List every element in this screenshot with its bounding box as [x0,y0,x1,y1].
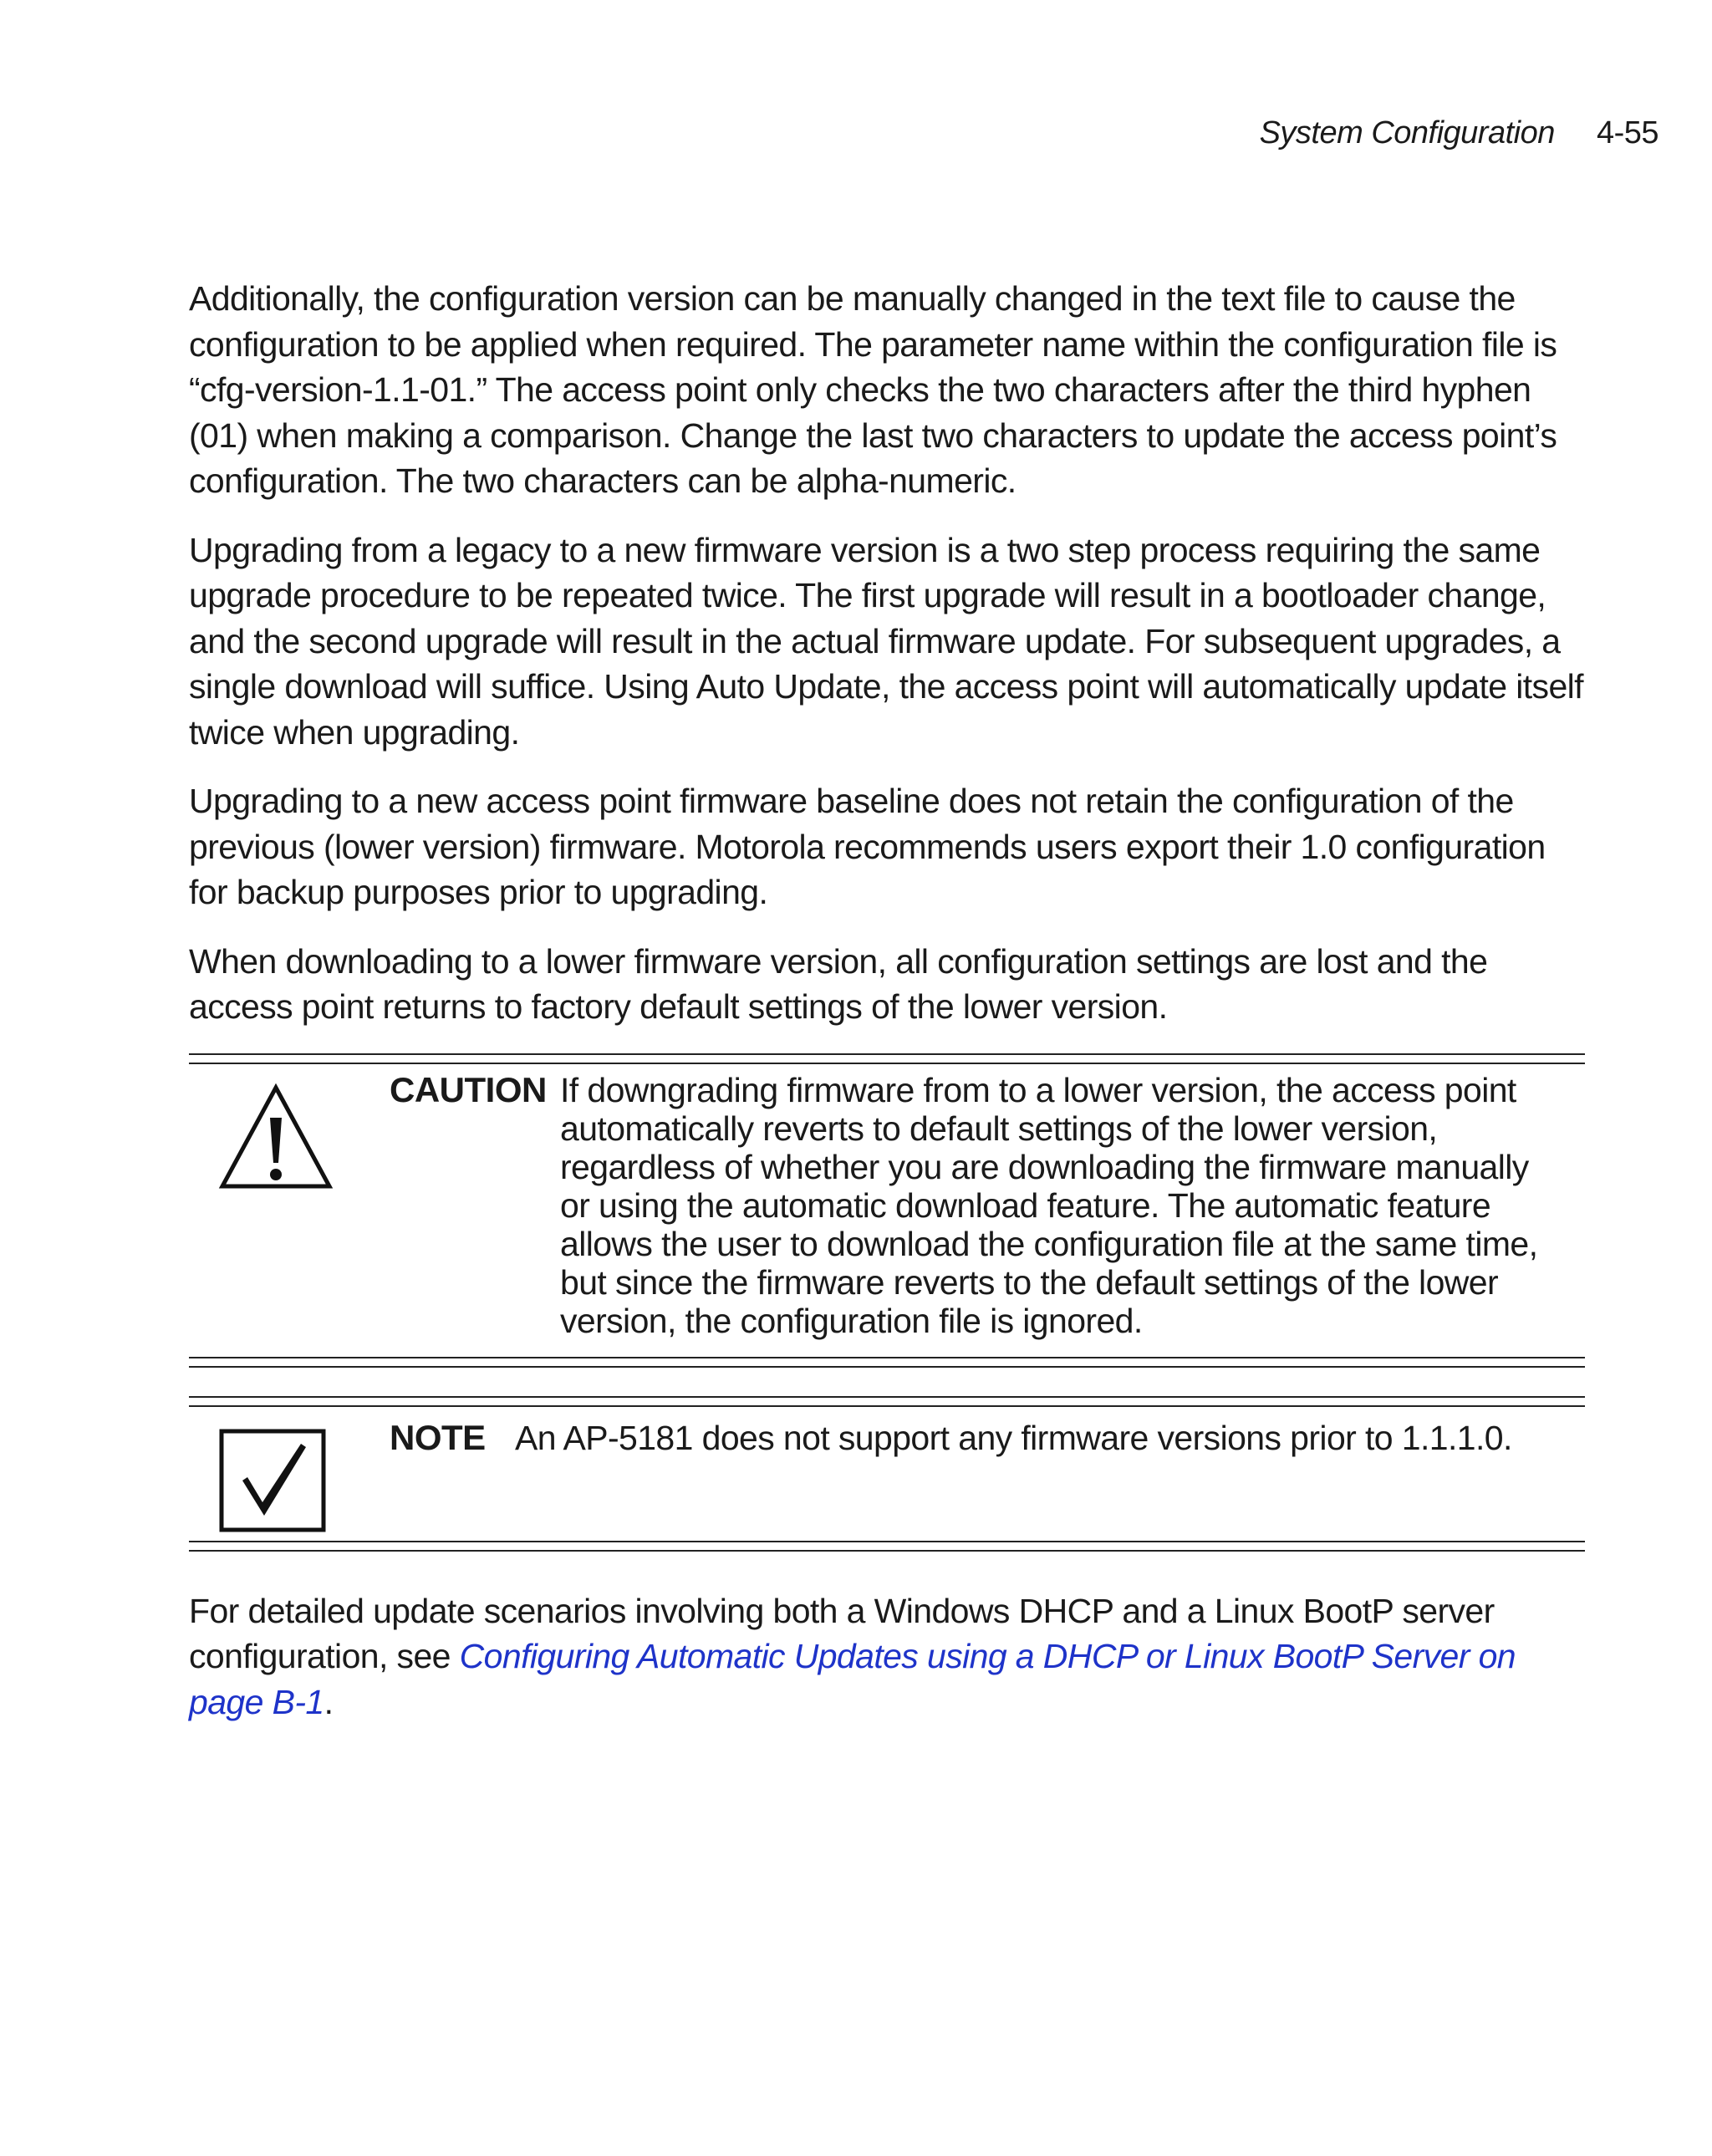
checkmark-box-icon [189,1415,390,1541]
warning-triangle-icon [189,1071,390,1347]
closing-text: For detailed update scenarios involving both a Windows DHCP and a Linux BootP server configuration, see [189,1591,1495,1675]
link-dhcp-bootp-updates[interactable]: Configuring Automatic Updates using a DHCP or Linux BootP Server on page B-1 [189,1637,1516,1721]
page-content [189,276,1585,1748]
paragraph-baseline-upgrade: Upgrading to a new access point firmware baseline does not retain the configuration of the previous (lower version) firmware. Motorola recommends users export their 1.0 configuration for backup purposes prior to upgrading. [189,782,1546,911]
note-bottom-rule [189,1541,1585,1552]
note-box [189,1396,1585,1552]
page-header [1260,115,1658,151]
paragraph-closing [189,1588,1585,1725]
note-top-rule [189,1396,1585,1407]
caution-label: CAUTION [390,1069,547,1109]
page-number: 4-55 [1596,115,1658,150]
note-text: An AP-5181 does not support any firmware versions prior to 1.1.1.0. [515,1418,1512,1457]
caution-text: If downgrading firmware from to a lower version, the access point automatically reverts to default settings of the lower version, regardless of whether you are downloading the firmware manually or using the automatic download feature. The automatic feature allows the user to download the configuration file at the same time, but since the firmware reverts to the default settings of the lower version, the configuration file is ignored. [560,1070,1538,1340]
note-label: NOTE [390,1417,486,1457]
paragraph-downgrade: When downloading to a lower firmware version, all configuration settings are lost and the access point returns to factory default settings of the lower version. [189,941,1488,1026]
paragraph-legacy-upgrade: Upgrading from a legacy to a new firmware version is a two step process requiring the same upgrade procedure to be repeated twice. The first upgrade will result in a bootloader change, and the second upgrade will result in the actual firmware update. For subsequent upgrades, a single download will suffice. Using Auto Update, the access point will automatically update itself twice when upgrading. [189,530,1583,752]
paragraph-config-version: Additionally, the configuration version can be manually changed in the text file to cause the configuration to be applied when required. The parameter name within the configuration file is “cfg-version-1.1-01.” The access point only checks the two characters after the third hyphen (01) when making a comparison. Change the last two characters to update the access point’s configuration. The two characters can be alpha-numeric. [189,279,1557,500]
caution-bottom-rule [189,1357,1585,1368]
section-title: System Configuration [1259,115,1555,150]
caution-box [189,1053,1585,1368]
closing-period: . [324,1682,334,1721]
caution-top-rule [189,1053,1585,1064]
